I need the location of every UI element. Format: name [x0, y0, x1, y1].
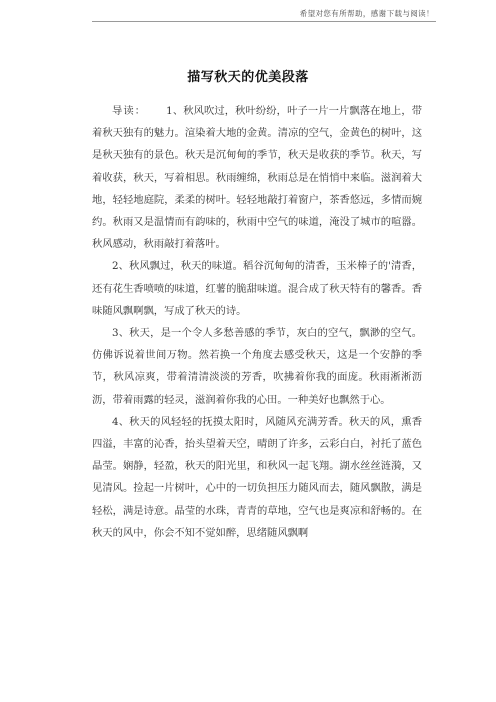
paragraph-1	[92, 100, 422, 255]
header-note: 希望对您有所帮助，感谢下载与阅读！	[299, 9, 434, 18]
header-divider	[92, 21, 436, 22]
paragraph-4: 4、秋天的风轻轻的抚摸太阳时，风随风充满芳香。秋天的风，熏香四溢，丰富的沁香，抬头望着天空，晴朗了许多，云彩白白，衬托了蓝色晶莹。娴静，轻盈，秋天的阳光里，和秋风一起飞翔。湖水丝丝涟漪，又见清风。捡起一片树叶，心中的一切负担压力随风而去，随风飘散，满是轻松，满是诗意。晶莹的水珠，青青的草地，空气也是爽凉和舒畅的。在秋天的风中，你会不知不觉如醉，思绪随风飘啊	[92, 415, 422, 539]
paragraph-text: 1、秋风吹过，秋叶纷纷，叶子一片一片飘落在地上，带着秋天独有的魅力。渲染着大地的金黄。清凉的空气，金黄色的树叶，这是秋天独有的景色。秋天是沉甸甸的季节，秋天是收获的季节。秋天，写着收获，秋天，写着相思。秋雨缠绵，秋雨总是在悄悄中来临。滋润着大地，轻轻地庭院，柔柔的树叶。轻轻地敲打着窗户，茶香悠远，多情而婉约。秋雨又是温情而有韵味的，秋雨中空气的味道，淹没了城市的喧嚣。秋风感动，秋雨敲打着落叶。	[92, 105, 422, 251]
document-title: 描写秋天的优美段落	[187, 70, 309, 85]
paragraph-2: 2、秋风飘过，秋天的味道。稻谷沉甸甸的清香，玉米棒子的'清香，还有花生香喷喷的味道，红薯的脆甜味道。混合成了秋天特有的馨香。香味随风飘啊飘，写成了秋天的诗。	[92, 260, 422, 317]
intro-label: 导读：	[112, 105, 147, 117]
paragraph-3: 3、秋天，是一个令人多愁善感的季节，灰白的空气，飘渺的空气。仿佛诉说着世间万物。然若换一个角度去感受秋天，这是一个安静的季节，秋风凉爽，带着清清淡淡的芳香，吹拂着你我的面庞。秋雨淅淅沥沥，带着雨露的轻灵，滋润着你我的心田。一种美好也飘然于心。	[92, 327, 422, 406]
document-body	[92, 100, 422, 544]
